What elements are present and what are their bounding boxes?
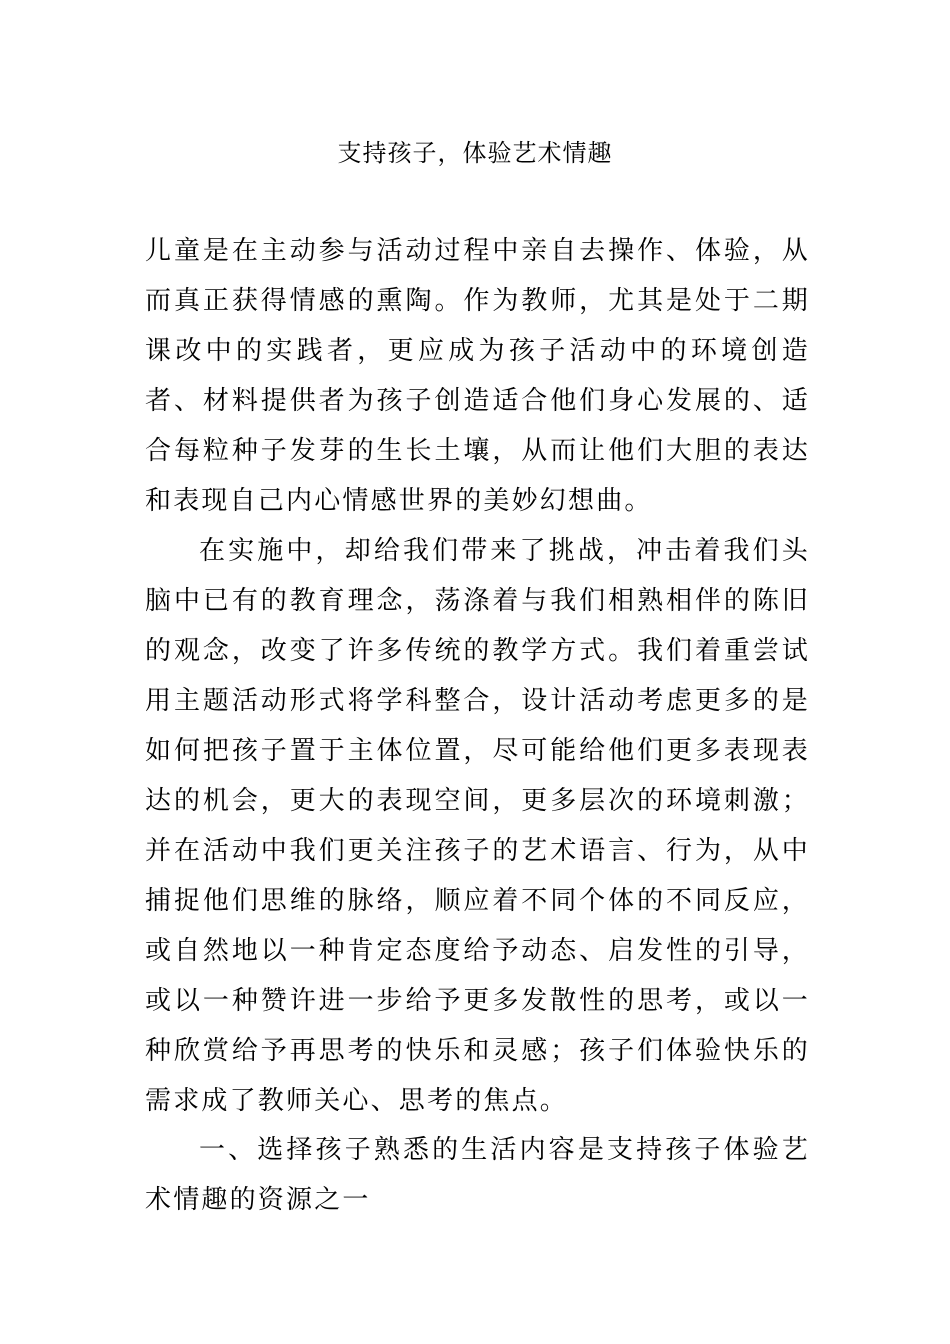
section-heading-one: 一、选择孩子熟悉的生活内容是支持孩子体验艺术情趣的资源之一 bbox=[145, 1135, 810, 1215]
paragraph-implementation: 在实施中，却给我们带来了挑战，冲击着我们头脑中已有的教育理念，荡涤着与我们相熟相伴的陈旧的观念，改变了许多传统的教学方式。我们着重尝试用主题活动形式将学科整合，设计活动考虑更多的是如何把孩子置于主体位置，尽可能给他们更多表现表达的机会，更大的表现空间，更多层次的环境刺激；并在活动中我们更关注孩子的艺术语言、行为，从中捕捉他们思维的脉络，顺应着不同个体的不同反应，或自然地以一种肯定态度给予动态、启发性的引导，或以一种赞许进一步给予更多发散性的思考，或以一种欣赏给予再思考的快乐和灵感；孩子们体验快乐的需求成了教师关心、思考的焦点。 bbox=[145, 536, 810, 1116]
document-title: 支持孩子，体验艺术情趣 bbox=[337, 139, 613, 167]
paragraph-intro: 儿童是在主动参与活动过程中亲自去操作、体验，从而真正获得情感的熏陶。作为教师，尤其是处于二期课改中的实践者，更应成为孩子活动中的环境创造者、材料提供者为孩子创造适合他们身心发展的、适合每粒种子发芽的生长土壤，从而让他们大胆的表达和表现自己内心情感世界的美妙幻想曲。 bbox=[145, 236, 810, 516]
